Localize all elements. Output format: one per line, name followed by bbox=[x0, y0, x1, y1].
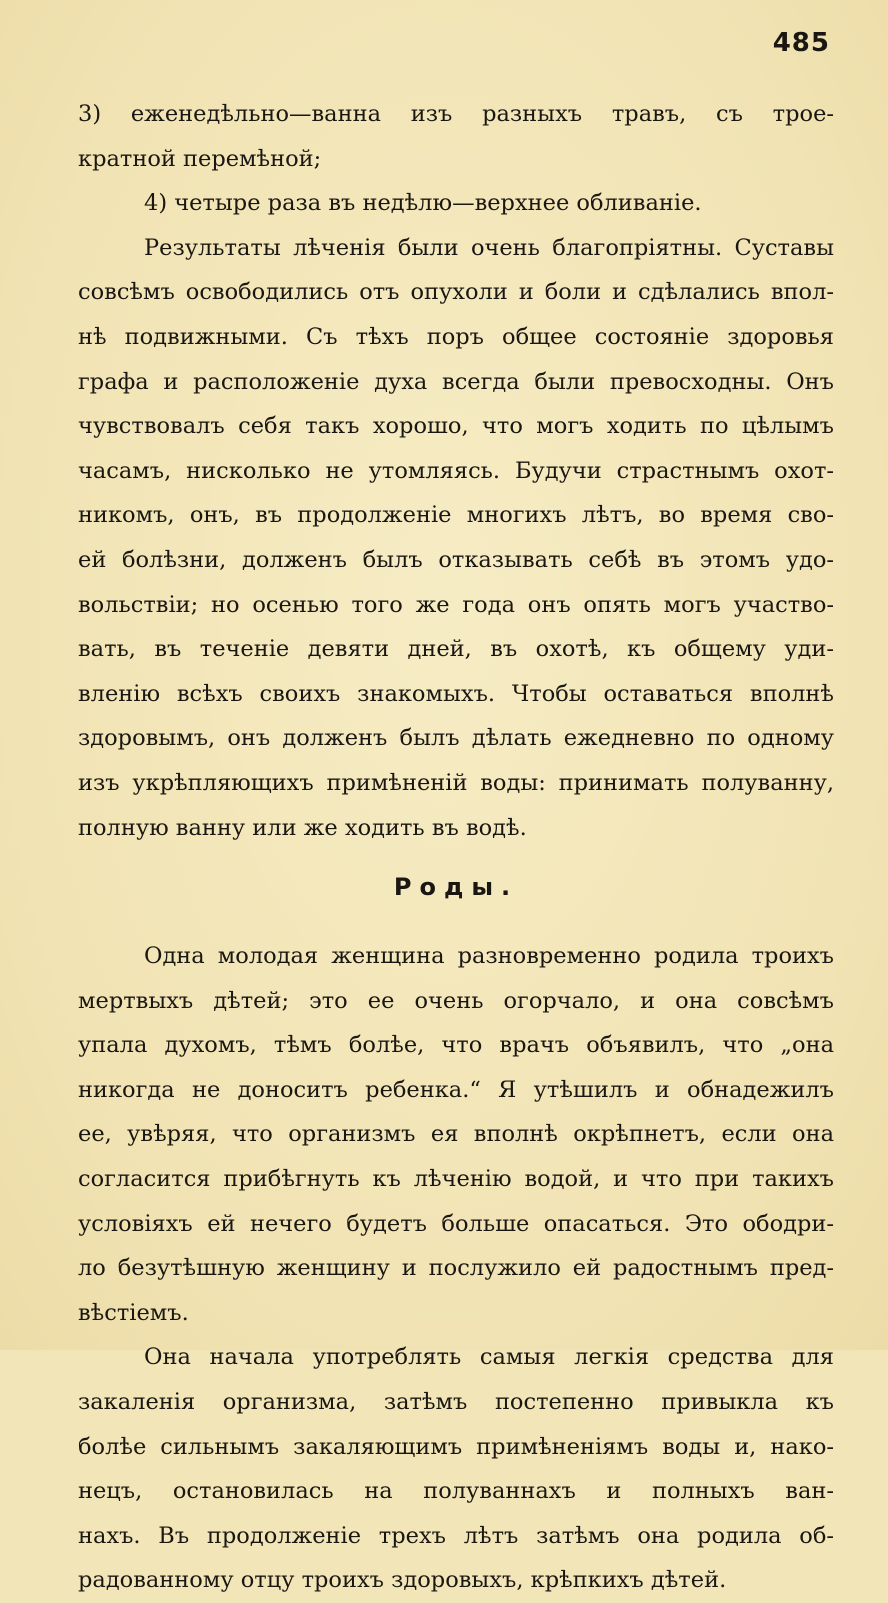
text-line: 4) четыре раза въ недѣлю—верхнее обливаніе. bbox=[144, 190, 702, 217]
text-body bbox=[78, 92, 834, 1603]
text-line: Одна молодая женщина разновременно родила троихъ bbox=[144, 943, 834, 970]
text-line: вать, въ теченіе девяти дней, въ охотѣ, къ общему уди- bbox=[78, 636, 834, 663]
text-line: мертвыхъ дѣтей; это ее очень огорчало, и она совсѣмъ bbox=[78, 987, 834, 1014]
text-line: никомъ, онъ, въ продолженіе многихъ лѣтъ, во время сво- bbox=[78, 502, 834, 529]
text-line: здоровымъ, онъ долженъ былъ дѣлать ежедневно по одному bbox=[78, 725, 834, 752]
text-line: изъ укрѣпляющихъ примѣненій воды: принимать полуванну, bbox=[78, 769, 834, 796]
text-line: закаленія организма, затѣмъ постепенно привыкла къ bbox=[78, 1389, 834, 1416]
text-line: часамъ, нисколько не утомляясь. Будучи страстнымъ охот- bbox=[78, 457, 834, 484]
section-heading: Роды. bbox=[393, 873, 519, 902]
text-line: графа и расположеніе духа всегда были превосходны. Онъ bbox=[78, 368, 834, 395]
text-line: нахъ. Въ продолженіе трехъ лѣтъ затѣмъ она родила об- bbox=[78, 1522, 834, 1549]
text-line: ей болѣзни, долженъ былъ отказывать себѣ въ этомъ удо- bbox=[78, 546, 834, 573]
section-gap bbox=[78, 920, 834, 934]
text-line: условіяхъ ей нечего будетъ больше опасаться. Это ободри- bbox=[78, 1210, 834, 1237]
text-line: никогда не доноситъ ребенка.“ Я утѣшилъ и обнадежилъ bbox=[78, 1076, 834, 1103]
text-line: радованному отцу троихъ здоровыхъ, крѣпкихъ дѣтей. bbox=[78, 1567, 727, 1594]
text-line: кратной перемѣной; bbox=[78, 145, 322, 172]
text-line: упала духомъ, тѣмъ болѣе, что врачъ объявилъ, что „она bbox=[78, 1032, 834, 1059]
text-line: ее, увѣряя, что организмъ ея вполнѣ окрѣпнетъ, если она bbox=[78, 1121, 834, 1148]
text-line: 3) еженедѣльно—ванна изъ разныхъ травъ, съ трое- bbox=[78, 101, 834, 127]
text-line: чувствовалъ себя такъ хорошо, что могъ ходить по цѣлымъ bbox=[78, 413, 834, 440]
text-line: Результаты лѣченія были очень благопріятны. Суставы bbox=[144, 234, 834, 261]
text-line: нѣ подвижными. Съ тѣхъ поръ общее состояніе здоровья bbox=[78, 323, 834, 350]
text-line: вленію всѣхъ своихъ знакомыхъ. Чтобы оставаться вполнѣ bbox=[78, 680, 834, 707]
text-line: нецъ, остановилась на полуваннахъ и полныхъ ван- bbox=[78, 1478, 834, 1505]
page-number: 485 bbox=[772, 28, 830, 58]
text-line: вѣстіемъ. bbox=[78, 1299, 189, 1326]
text-line: совсѣмъ освободились отъ опухоли и боли и сдѣлались впол- bbox=[78, 279, 834, 306]
text-line: согласится прибѣгнуть къ лѣченію водой, и что при такихъ bbox=[78, 1166, 834, 1193]
text-line: вольствіи; но осенью того же года онъ опять могъ участво- bbox=[78, 591, 834, 618]
text-line: болѣе сильнымъ закаляющимъ примѣненіямъ воды и, нако- bbox=[78, 1433, 834, 1460]
text-line: Она начала употреблять самыя легкія средства для bbox=[144, 1344, 834, 1371]
text-line: ло безутѣшную женщину и послужило ей радостнымъ пред- bbox=[78, 1255, 834, 1282]
text-line: полную ванну или же ходить въ водѣ. bbox=[78, 814, 527, 841]
